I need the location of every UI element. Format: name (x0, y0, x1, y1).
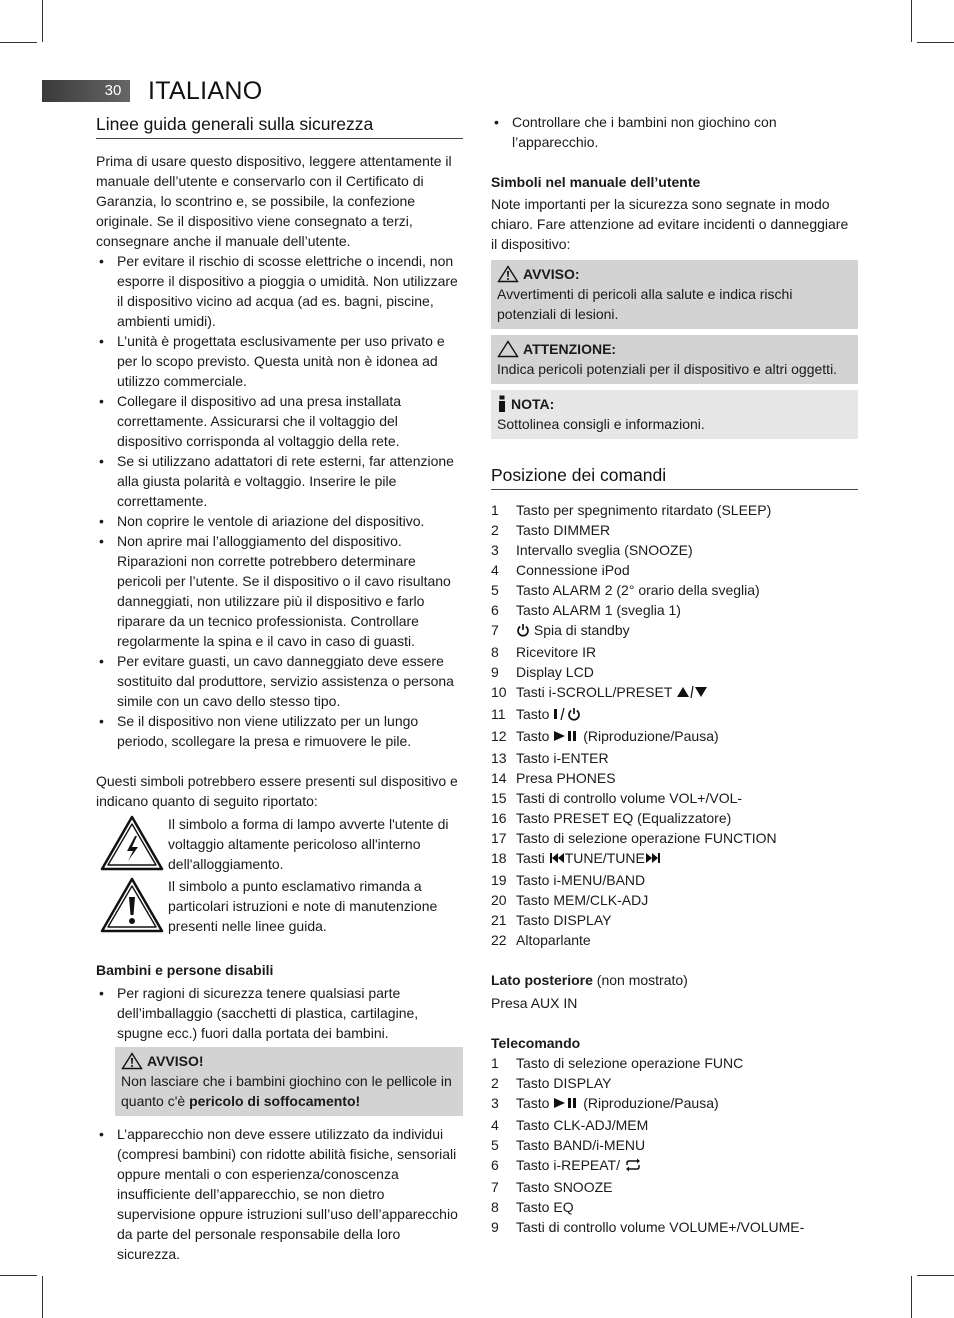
item-number: 8 (491, 644, 499, 660)
children-heading: Bambini e persone disabili (96, 962, 274, 978)
attenzione-box-title: ATTENZIONE: (523, 341, 617, 357)
back-side-label: Lato posteriore (491, 972, 593, 988)
list-item (491, 642, 858, 662)
list-item (491, 1197, 858, 1217)
item-number: 18 (491, 850, 507, 866)
attenzione-box (491, 335, 858, 384)
exclamation-description: Il simbolo a punto esclamativo rimanda a particolari istruzioni e note di manutenzione presenti nelle linee guida. (168, 878, 438, 934)
item-text: Tasti i-SCROLL/PRESET (516, 682, 708, 704)
skip-back-icon (549, 850, 565, 870)
item-text: Tasto DISPLAY (516, 912, 612, 928)
crop-mark (42, 0, 43, 42)
item-number: 6 (491, 1157, 499, 1173)
item-text: Connessione iPod (516, 562, 630, 578)
item-text: Presa PHONES (516, 770, 616, 786)
item-number: 12 (491, 728, 507, 744)
item-number: 3 (491, 542, 499, 558)
crop-mark (0, 42, 37, 43)
controls-heading: Posizione dei comandi (491, 463, 858, 490)
list-item (491, 930, 858, 950)
item-text: Tasto CLK-ADJ/MEM (516, 1117, 649, 1133)
item-number: 17 (491, 830, 507, 846)
left-column (96, 112, 463, 1264)
list-item (491, 848, 858, 870)
list-item (491, 520, 858, 540)
list-item (491, 748, 858, 768)
page-number: 30 (104, 82, 122, 99)
exclamation-warning-icon (96, 876, 168, 934)
avviso-box-title: AVVISO: (523, 266, 580, 282)
list-item (491, 768, 858, 788)
item-text: Tasto (Riproduzione/Pausa) (516, 726, 719, 748)
lightning-symbol-row (96, 814, 463, 874)
list-item (491, 704, 858, 726)
back-side-note: (non mostrato) (592, 972, 688, 988)
list-item: • Per evitare il rischio di scosse elettriche o incendi, non esporre il dispositivo a pioggia o umidità. Non utilizzare il dispositivo vicino ad acqua (ad es. bagni, piscine, ambienti umidi). (96, 251, 463, 331)
item-number: 2 (491, 522, 499, 538)
caution-triangle-icon (497, 340, 519, 358)
list-item: • Non coprire le ventole di ariazione del dispositivo. (96, 511, 463, 531)
play-pause-icon (553, 1095, 579, 1115)
safety-heading: Linee guida generali sulla sicurezza (96, 112, 463, 139)
list-item (491, 600, 858, 620)
item-number: 4 (491, 1117, 499, 1133)
safety-intro: Prima di usare questo dispositivo, leggere attentamente il manuale dell’utente e conservarlo con il Certificato di Garanzia, lo scontrino e, se possibile, la confezione originale. Se il dispositivo viene consegnato a terzi, consegnare anche il manuale dell’utente. (96, 153, 452, 249)
item-number: 21 (491, 912, 507, 928)
aux-input-label: Presa AUX IN (491, 995, 578, 1011)
item-number: 7 (491, 622, 499, 638)
item-number: 1 (491, 1055, 499, 1071)
item-text: Tasto DISPLAY (516, 1075, 612, 1091)
warning-triangle-icon (497, 265, 519, 283)
warning-box-text: Non lasciare che i bambini giochino con le pellicole in quanto c'è pericolo di soffocamento! (121, 1073, 452, 1109)
skip-forward-icon (645, 850, 661, 870)
item-text: Tasto ALARM 1 (sveglia 1) (516, 602, 681, 618)
exclamation-symbol-row (96, 876, 463, 936)
item-text: Display LCD (516, 664, 594, 680)
list-item (491, 1177, 858, 1197)
language-heading: ITALIANO (148, 77, 263, 105)
item-text: Intervallo sveglia (SNOOZE) (516, 542, 693, 558)
back-side-line (491, 970, 858, 990)
list-item: • Collegare il dispositivo ad una presa installata correttamente. Assicurarsi che il voltaggio del dispositivo corrisponda al voltaggio della rete. (96, 391, 463, 451)
avviso-box (491, 260, 858, 329)
item-text: Tasto di selezione operazione FUNC (516, 1055, 744, 1071)
crop-mark (917, 42, 954, 43)
list-item (491, 726, 858, 748)
power-icon (516, 622, 530, 642)
item-number: 10 (491, 684, 507, 700)
children-bullet-list-2 (96, 1124, 463, 1264)
item-text: Tasto MEM/CLK-ADJ (516, 892, 649, 908)
list-item (491, 870, 858, 890)
list-item (491, 828, 858, 848)
lightning-description: Il simbolo a forma di lampo avverte l'utente di voltaggio altamente pericoloso all'interno dell'alloggiamento. (168, 816, 449, 872)
avviso-box-text: Avvertimenti di pericoli alla salute e indica rischi potenziali di lesioni. (497, 286, 793, 322)
item-text: Tasto BAND/i-MENU (516, 1137, 646, 1153)
list-item (491, 890, 858, 910)
item-text: Tasto i-ENTER (516, 750, 609, 766)
list-item (491, 540, 858, 560)
list-item (491, 580, 858, 600)
nota-box (491, 390, 858, 439)
controls-list (491, 500, 858, 950)
item-number: 1 (491, 502, 499, 518)
list-item (491, 808, 858, 828)
list-item (491, 662, 858, 682)
item-text: Tasto i-REPEAT/ (516, 1155, 642, 1177)
item-number: 3 (491, 1095, 499, 1111)
lightning-warning-icon (96, 814, 168, 872)
safety-bullet-list (96, 251, 463, 751)
item-number: 11 (491, 706, 506, 722)
item-text: Ricevitore IR (516, 644, 597, 660)
list-item (491, 682, 858, 704)
list-item (491, 620, 858, 642)
item-text: Spia di standby (516, 620, 630, 642)
item-number: 7 (491, 1179, 499, 1195)
list-item: • Se il dispositivo non viene utilizzato per un lungo periodo, scollegare la presa e rimuovere le pile. (96, 711, 463, 751)
info-icon (497, 395, 507, 413)
item-number: 8 (491, 1199, 499, 1215)
item-text: Tasto (516, 704, 585, 726)
list-item: • Per evitare guasti, un cavo danneggiato deve essere sostituito dal produttore, servizio assistenza o persona simile con un cavo dello stesso tipo. (96, 651, 463, 711)
warning-box-emphasis: pericolo di soffocamento! (189, 1093, 361, 1109)
symbols-manual-heading: Simboli nel manuale dell’utente (491, 174, 701, 190)
item-text: Tasti di controllo volume VOL+/VOL- (516, 790, 743, 806)
warning-box (115, 1047, 463, 1116)
item-number: 5 (491, 582, 499, 598)
play-pause-icon (553, 728, 579, 748)
list-item (491, 1073, 858, 1093)
item-number: 19 (491, 872, 507, 888)
crop-mark (911, 0, 912, 42)
repeat-icon (624, 1157, 642, 1177)
list-item (491, 910, 858, 930)
item-text: Tasto per spegnimento ritardato (SLEEP) (516, 502, 772, 518)
item-number: 20 (491, 892, 507, 908)
crop-mark (911, 1276, 912, 1318)
item-text: Tasto EQ (516, 1199, 574, 1215)
list-item (491, 1093, 858, 1115)
item-text: Tasto di selezione operazione FUNCTION (516, 830, 777, 846)
children-bullet-list (96, 983, 463, 1043)
list-item: • L’apparecchio non deve essere utilizzato da individui (compresi bambini) con ridotte abilità fisiche, sensoriali oppure mentali o con esperienza/conoscenza insufficiente dell’apparecchio, se non dietro supervisione oppure istruzioni sull’uso dell’apparecchio da parte del personale responsabile della loro sicurezza. (96, 1124, 463, 1264)
item-number: 9 (491, 664, 499, 680)
item-number: 22 (491, 932, 507, 948)
item-number: 14 (491, 770, 507, 786)
remote-list (491, 1053, 858, 1237)
list-item (491, 788, 858, 808)
item-text: Tasto (Riproduzione/Pausa) (516, 1093, 719, 1115)
item-text: Tasto PRESET EQ (Equalizzatore) (516, 810, 732, 826)
warning-box-title: AVVISO! (121, 1051, 457, 1071)
list-item: • Se si utilizzano adattatori di rete esterni, far attenzione alla giusta polarità e voltaggio. Inserire le pile correttamente. (96, 451, 463, 511)
list-item (491, 1217, 858, 1237)
symbols-intro: Questi simboli potrebbero essere presenti sul dispositivo e indicano quanto di seguito riportato: (96, 773, 458, 809)
list-item: • Non aprire mai l’alloggiamento del dispositivo. Riparazioni non corrette potrebbero determinare pericoli per l’utente. Se il dispositivo o il cavo risultano danneggiati, non utilizzare più il dispositivo e farlo riparare da un tecnico professionista. Controllare regolarmente la spina e il cavo in caso di guasti. (96, 531, 463, 651)
list-item (491, 1155, 858, 1177)
item-text: Tasto SNOOZE (516, 1179, 613, 1195)
item-number: 16 (491, 810, 507, 826)
standby-power-icon (553, 706, 585, 726)
item-text: Tasti di controllo volume VOLUME+/VOLUME- (516, 1219, 805, 1235)
crop-mark (42, 1276, 43, 1318)
item-number: 2 (491, 1075, 499, 1091)
item-number: 13 (491, 750, 507, 766)
item-text: Tasto DIMMER (516, 522, 611, 538)
item-number: 15 (491, 790, 507, 806)
list-item: • Per ragioni di sicurezza tenere qualsiasi parte dell’imballaggio (sacchetti di plastica, cartilagine, spugne ecc.) fuori dalla portata dei bambini. (96, 983, 463, 1043)
list-item (491, 1135, 858, 1155)
item-number: 6 (491, 602, 499, 618)
nota-box-text: Sottolinea consigli e informazioni. (497, 416, 705, 432)
crop-mark (917, 1275, 954, 1276)
list-item (491, 560, 858, 580)
warning-triangle-icon (121, 1052, 143, 1070)
attenzione-box-text: Indica pericoli potenziali per il dispositivo e altri oggetti. (497, 361, 838, 377)
up-down-arrows-icon (676, 684, 708, 704)
item-text: Altoparlante (516, 932, 591, 948)
list-item: • L’unità è progettata esclusivamente per uso privato e per lo scopo previsto. Questa unità non è idonea ad utilizzo commerciale. (96, 331, 463, 391)
item-text: Tasto i-MENU/BAND (516, 872, 646, 888)
item-number: 4 (491, 562, 499, 578)
crop-mark (0, 1275, 37, 1276)
symbols-manual-text: Note importanti per la sicurezza sono segnate in modo chiaro. Fare attenzione ad evitare incidenti o danneggiare il dispositivo: (491, 196, 849, 252)
right-bullet-list (491, 112, 858, 152)
item-number: 9 (491, 1219, 499, 1235)
list-item: • Controllare che i bambini non giochino con l’apparecchio. (491, 112, 858, 152)
list-item (491, 500, 858, 520)
right-column (491, 112, 858, 1237)
item-text: Tasto ALARM 2 (2° orario della sveglia) (516, 582, 760, 598)
nota-box-title: NOTA: (511, 396, 555, 412)
list-item (491, 1053, 858, 1073)
item-text: Tasti TUNE/TUNE (516, 848, 661, 870)
item-number: 5 (491, 1137, 499, 1153)
list-item (491, 1115, 858, 1135)
remote-heading: Telecomando (491, 1035, 581, 1051)
